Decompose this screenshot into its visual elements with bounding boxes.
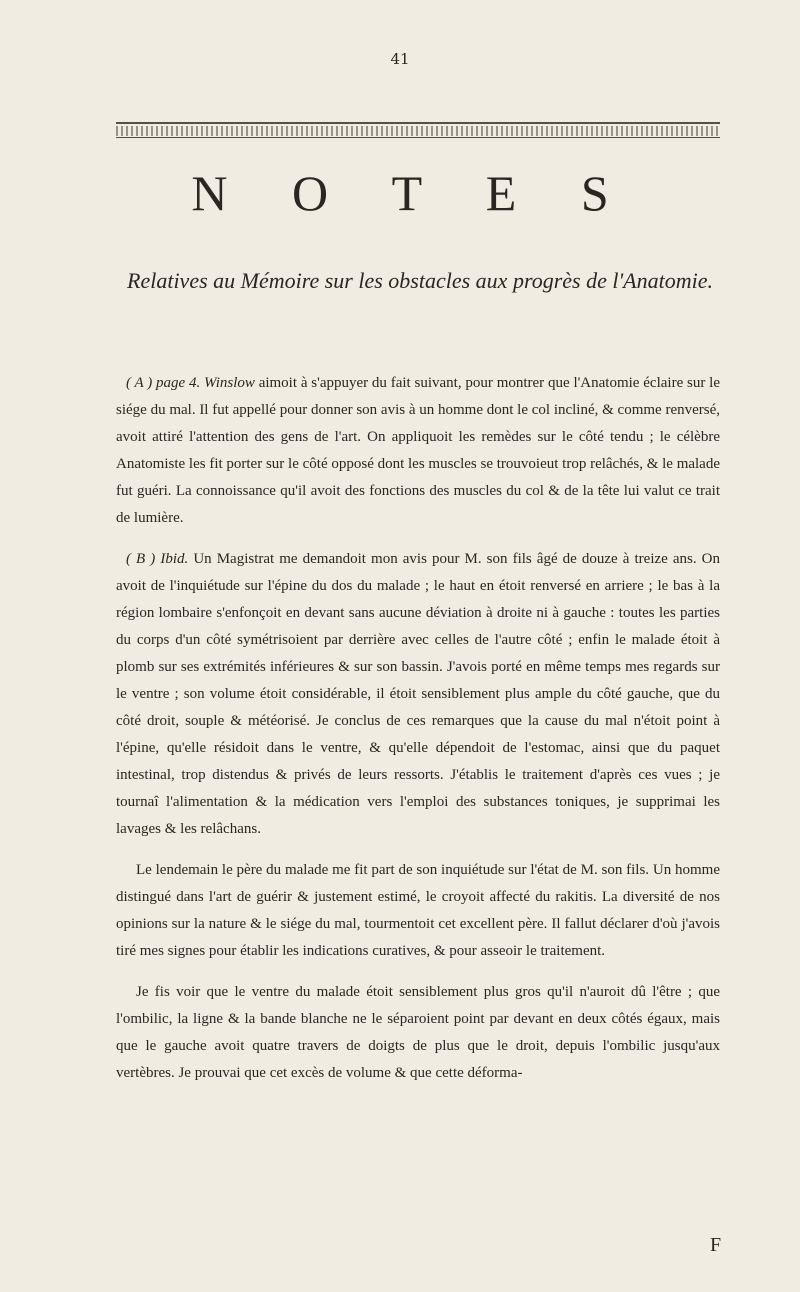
- body-text: [116, 370, 720, 1101]
- signature-mark: F: [710, 1234, 722, 1256]
- page-title: N O T E S: [191, 165, 635, 221]
- paragraph: Je fis voir que le ventre du malade étoit sensiblement plus gros qu'il n'auroit dû l'être ; que l'ombilic, la ligne & la bande blanche ne le séparoient point par devant en deux côtés égaux, mais que le gauche avoit quatre travers de doigts de plus que le droit, depuis l'ombilic jusqu'aux vertèbres. Je prouvai que cet excès de volume & que cette déforma-: [116, 984, 720, 1081]
- note-marker: ( B ): [126, 551, 156, 567]
- note-b: [116, 546, 720, 843]
- note-marker: ( A ): [126, 375, 153, 391]
- header-ornament: [116, 122, 720, 138]
- note-text: Un Magistrat me demandoit mon avis pour M. son fils âgé de douze à treize ans. On avoit de l'inquiétude sur l'épine du dos du malade ; le haut en étoit renversé en arriere ; le bas à la région lombaire s'enfonçoit en devant sans aucune déviation à droite ni à gauche : toutes les parties du corps d'un côté symétrisoient par derrière avec celles de l'autre côté ; enfin le malade étoit à plomb sur ses extrémités inférieures & sur son bassin. J'avois porté en même temps mes regards sur le ventre ; son volume étoit considérable, il étoit sensiblement plus ample du côté gauche, que du côté droit, souple & météorisé. Je conclus de ces remarques que la cause du mal n'étoit point à l'épine, qu'elle résidoit dans le ventre, & qu'elle dépendoit de l'estomac, ainsi que du paquet intestinal, trop distendus & privés de leurs ressorts. J'établis le traitement d'après ces vues ; je tournaî l'alimentation & la médication vers l'emploi des substances toniques, je supprimai les lavages & les relâchans.: [116, 551, 720, 837]
- page-subtitle: Relatives au Mémoire sur les obstacles aux progrès de l'Anatomie.: [127, 268, 713, 293]
- note-a: [116, 370, 720, 532]
- note-text: aimoit à s'appuyer du fait suivant, pour montrer que l'Anatomie éclaire sur le siége du mal. Il fut appellé pour donner son avis à un homme dont le col incliné, & comme renversé, avoit attiré l'attention des gens de l'art. On appliquoit les remèdes sur le côté tendu ; le célèbre Anatomiste les fit porter sur le côté opposé dont les muscles se trouvoieut trop relâchés, & le malade fut guéri. La connoissance qu'il avoit des fonctions des muscles du col & de la tête lui valut ce trait de lumière.: [116, 375, 720, 526]
- note-reference: Ibid.: [160, 551, 189, 567]
- page-number: 41: [390, 50, 410, 68]
- note-reference: page 4. Winslow: [156, 375, 255, 391]
- paragraph: Le lendemain le père du malade me fit part de son inquiétude sur l'état de M. son fils. Un homme distingué dans l'art de guérir & justement estimé, le croyoit affecté du rakitis. La diversité de nos opinions sur la nature & le siége du mal, tourmentoit cet excellent père. Il fallut déclarer d'où j'avois tiré mes signes pour établir les indications curatives, & pour asseoir le traitement.: [116, 862, 720, 959]
